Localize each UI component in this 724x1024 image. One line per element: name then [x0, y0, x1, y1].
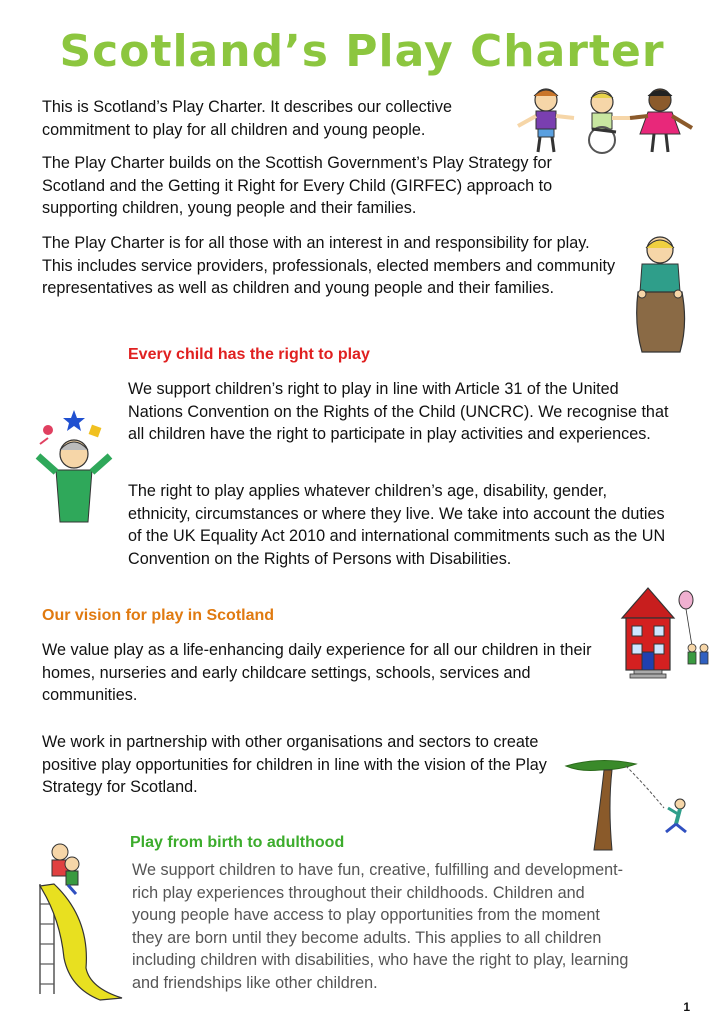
intro-paragraph-1: This is Scotland’s Play Charter. It describes our collective commitment to play for all children and young people.	[42, 98, 452, 139]
tree-swing-illustration	[560, 756, 700, 852]
page-title: Scotland’s Play Charter	[59, 26, 665, 77]
section-heading-right-to-play: Every child has the right to play	[128, 346, 370, 363]
section-heading-vision: Our vision for play in Scotland	[42, 607, 275, 624]
sack-race-child-illustration	[628, 234, 692, 356]
intro-paragraph-3: The Play Charter is for all those with an interest in and responsibility for play. This includes service providers, professionals, elected members and community representatives as well as children and young people and their families.	[42, 234, 616, 297]
intro-paragraph-2: The Play Charter builds on the Scottish Government’s Play Strategy for Scotland and the Getting it Right for Every Child (GIRFEC) approach to supporting children, young people and their families.	[42, 154, 553, 217]
juggling-person-illustration	[34, 404, 114, 524]
right-to-play-paragraph-2: The right to play applies whatever children’s age, disability, gender, ethnicity, circumstances or where they live. We take into account the duties of the UK Equality Act 2010 and international commitments such as the UN Convention on the Rights of Persons with Disabilities.	[128, 482, 666, 568]
children-holding-hands-illustration	[512, 86, 698, 158]
section-heading-birth-to-adulthood: Play from birth to adulthood	[130, 834, 345, 851]
right-to-play-paragraph-1: We support children’s right to play in line with Article 31 of the United Nations Convention on the Rights of the Child (UNCRC). We recognise that all children have the right to participate in play activities and experiences.	[128, 380, 669, 443]
vision-paragraph-2: We work in partnership with other organisations and sectors to create positive play opportunities for children in line with the vision of the Play Strategy for Scotland.	[42, 733, 547, 796]
slide-children-illustration	[30, 838, 126, 1000]
birth-to-adulthood-paragraph: We support children to have fun, creative, fulfilling and development-rich play experiences throughout their childhoods. Children and young people have access to play opportunities from the moment they are born until they become adults. This applies to all children including children with disabilities, who have the right to play, learning and friendships like other children.	[132, 861, 629, 992]
school-house-illustration	[614, 584, 714, 690]
vision-paragraph-1: We value play as a life-enhancing daily experience for all our children in their homes, nurseries and early childcare settings, schools, services and communities.	[42, 641, 592, 704]
page-number: 1	[683, 1000, 690, 1014]
